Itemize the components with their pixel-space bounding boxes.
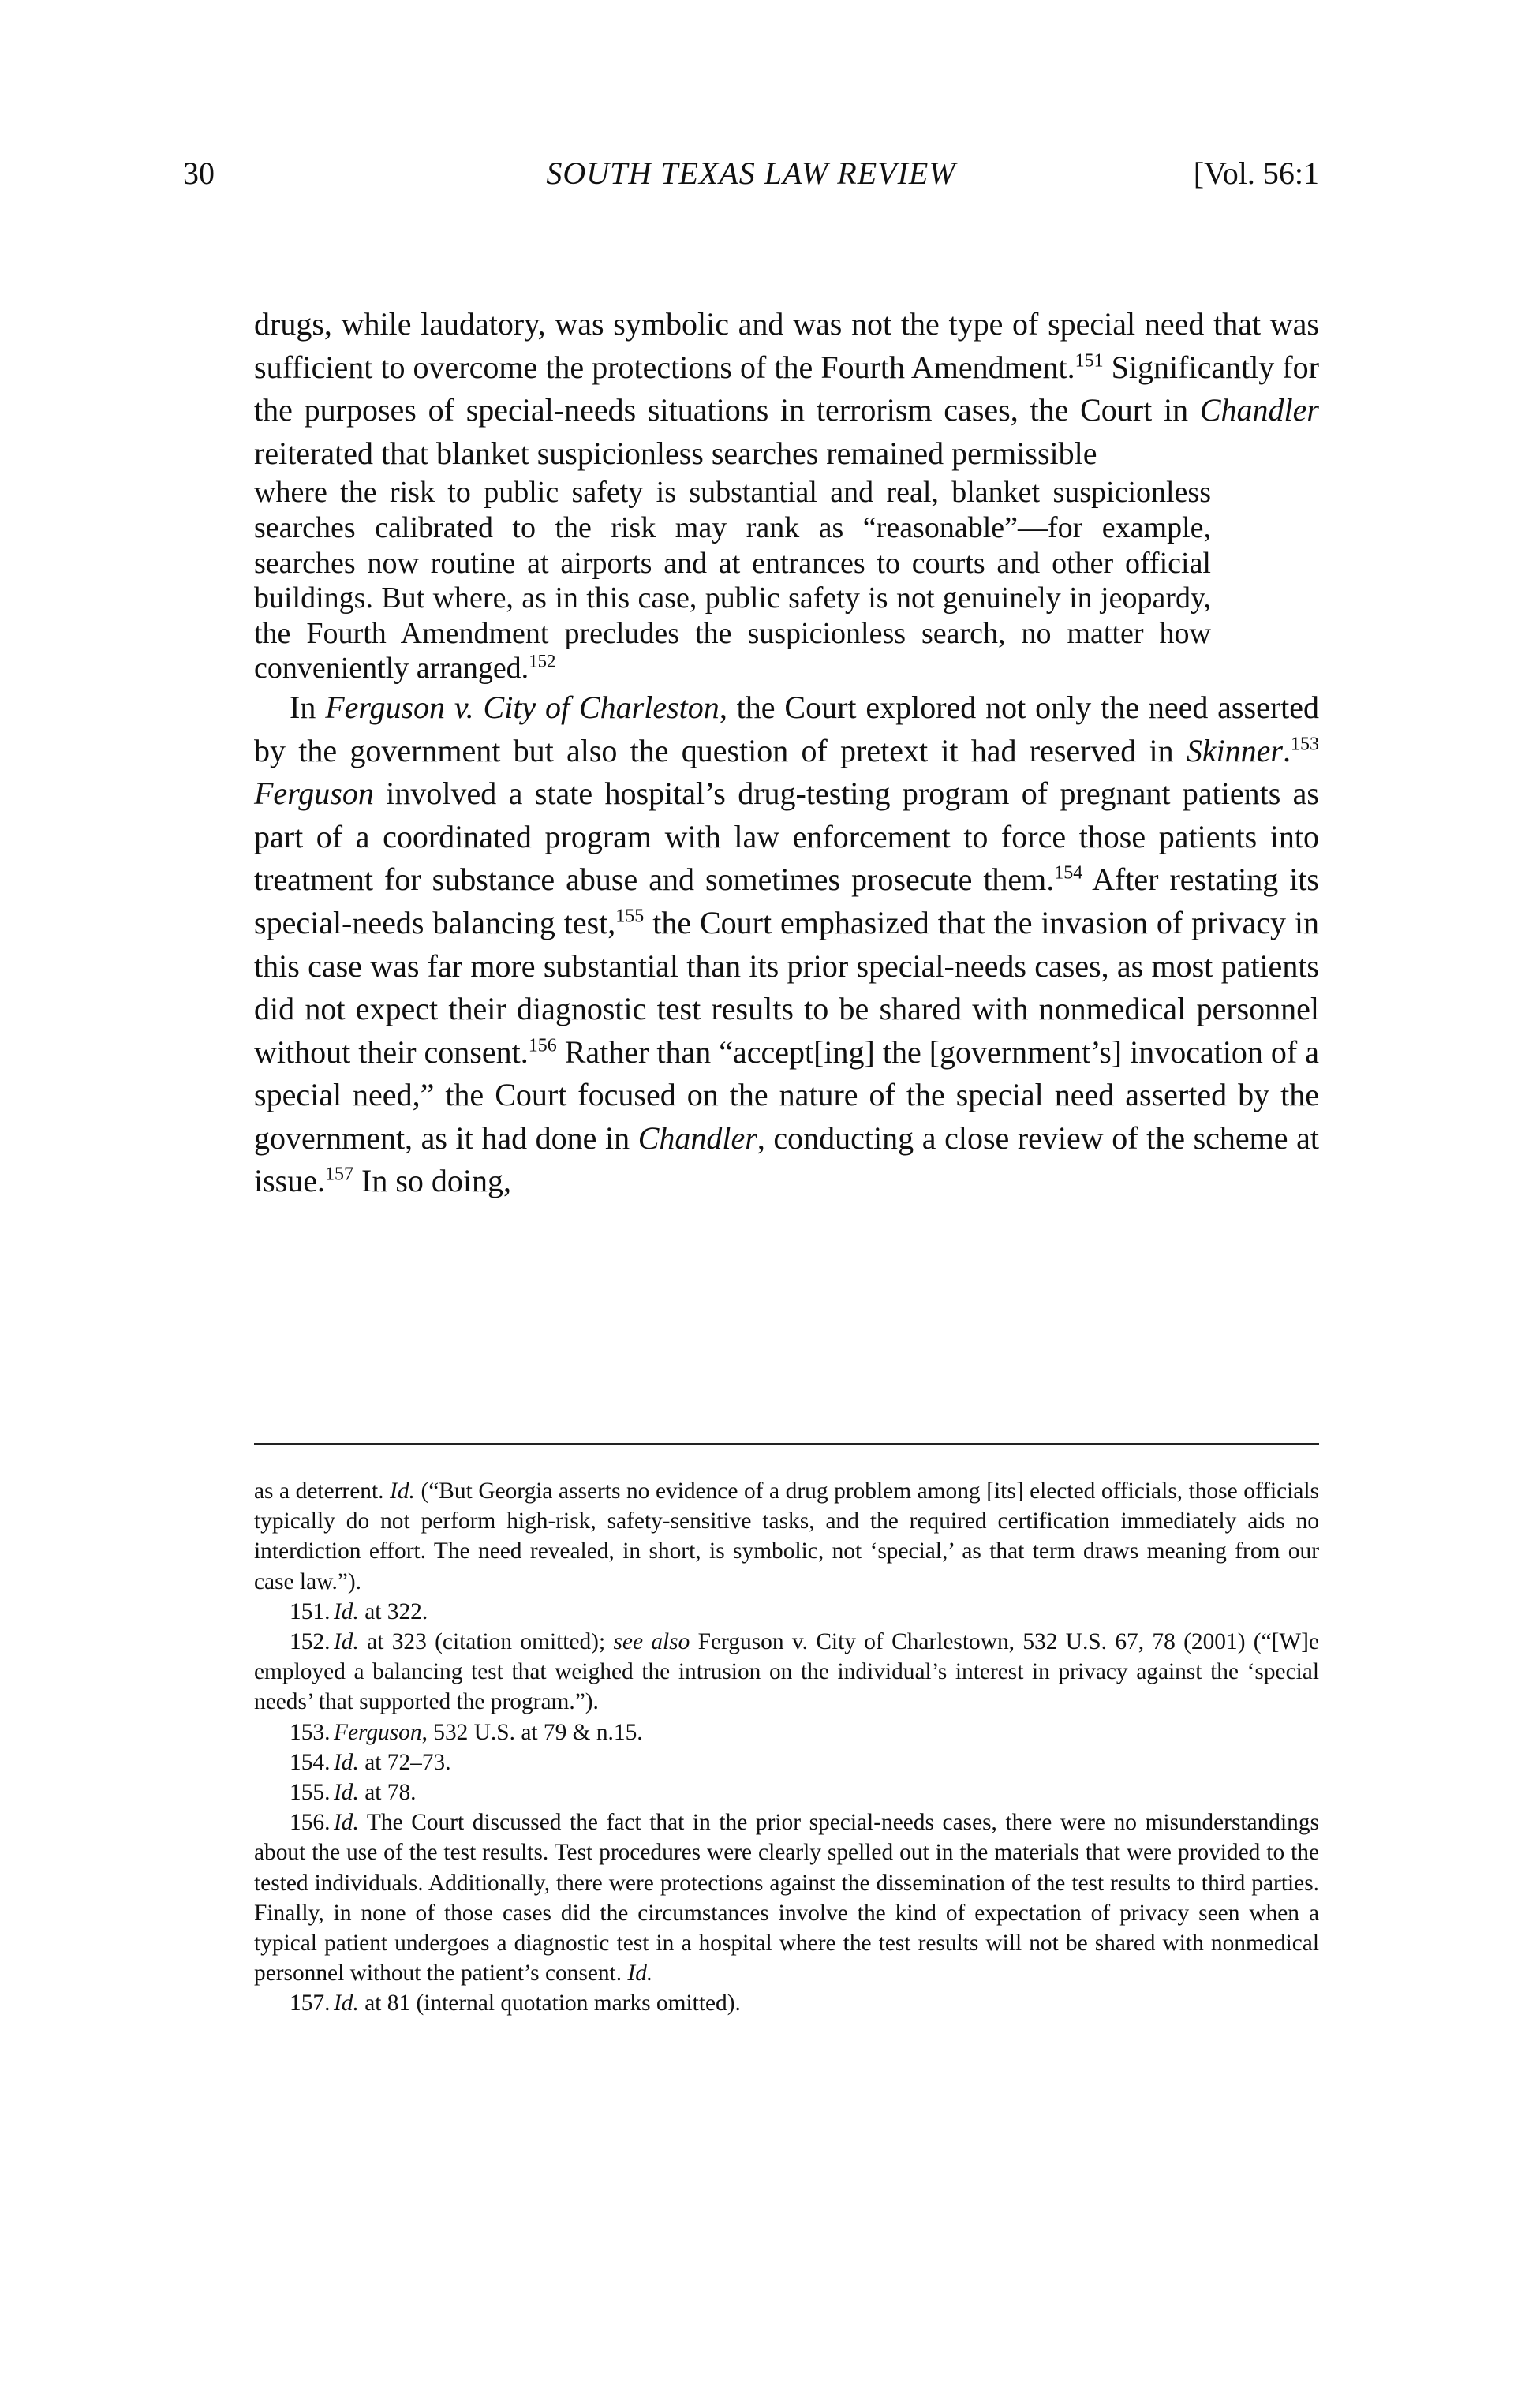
running-header [183, 155, 1319, 202]
footnote-number: 151. [290, 1598, 331, 1624]
text-run: at 323 (citation omitted); [358, 1629, 614, 1655]
id-signal: Id. [390, 1478, 415, 1504]
text-run: at 81 (internal quotation marks omitted). [358, 1990, 741, 2017]
footnote-ref-154[interactable]: 154 [1054, 862, 1083, 884]
text-run: In so doing, [353, 1163, 511, 1199]
page-number: 30 [183, 155, 215, 191]
text-run: , the Court explored not only the need asserted by the government but also the question of pretext it had reserved in [254, 689, 1320, 768]
footnote-153 [254, 1718, 1319, 1747]
footnote-156 [254, 1807, 1319, 1988]
case-name: Ferguson v. City of Charleston [325, 689, 720, 725]
footnotes [254, 1476, 1319, 2019]
main-text [254, 303, 1319, 1203]
journal-title: SOUTH TEXAS LAW REVIEW [546, 155, 956, 191]
footnote-157 [254, 1988, 1319, 2018]
text-run: , conducting a close review of the scheme at issue. [254, 1119, 1319, 1199]
footnote-ref-156[interactable]: 156 [528, 1035, 557, 1056]
quote-text: where the risk to public safety is substantial and real, blanket suspicionless searches calibrated to the risk may rank as “reasonable”—for example, searches now routine at airports and at entrances to courts and other official buildings. But where, as in this case, public safety is not genuinely in jeopardy, the Fourth Amendment precludes the suspicionless search, no matter how conveniently arranged. [254, 476, 1211, 686]
volume-label: [Vol. 56:1 [1193, 155, 1319, 191]
footnote-ref-152[interactable]: 152 [529, 651, 556, 671]
text-run: , 532 U.S. at 79 & n.15. [421, 1719, 643, 1745]
footnote-ref-155[interactable]: 155 [615, 906, 645, 927]
footnote-152 [254, 1627, 1319, 1718]
footnote-number: 156. [290, 1810, 331, 1836]
text-run: In [290, 689, 326, 725]
footnote-ref-151[interactable]: 151 [1075, 350, 1104, 372]
footnote-continuation [254, 1476, 1319, 1597]
text-run: at 78. [358, 1780, 417, 1806]
id-signal: Id. [334, 1749, 359, 1775]
block-quote [254, 475, 1211, 686]
footnote-number: 152. [290, 1629, 331, 1655]
text-run: as a deterrent. [254, 1478, 391, 1504]
text-run: the Court emphasized that the invasion of privacy in this case was far more substantial than its prior special-needs cases, as most patients did not expect their diagnostic test results to be shared with nonmedical personnel without their consent. [254, 904, 1319, 1070]
case-name: Ferguson [254, 776, 374, 812]
text-run: Rather than “accept[ing] the [government’s] invocation of a special need,” the Court focused on the nature of the special need asserted by the government, as it had done in [254, 1034, 1320, 1156]
footnote-number: 157. [290, 1990, 331, 2017]
footnote-divider [254, 1443, 1319, 1445]
text-run: The Court discussed the fact that in the prior special-needs cases, there were no misunderstandings about the use of the test results. Test procedures were clearly spelled out in the materials that were provided to the tested individuals. Additionally, there were protections against the dissemination of the test results to third parties. Finally, in none of those cases did the circumstances involve the kind of expectation of privacy seen when a typical patient undergoes a diagnostic test in a hospital where the test results will not be shared with nonmedical personnel without the patient’s consent. [254, 1810, 1319, 1987]
case-name: Skinner [1186, 732, 1283, 768]
text-run: at 322. [358, 1598, 428, 1624]
text-run: . [1283, 732, 1291, 768]
id-signal: Id. [627, 1960, 653, 1987]
text-run: Ferguson v. City of Charlestown, 532 U.S. 67, 78 (2001) (“[W]e employed a balancing test that weighed the intrusion on the individual’s interest in privacy against the ‘special needs’ that supported the program.”). [254, 1629, 1319, 1715]
signal-see-also: see also [613, 1629, 690, 1655]
text-run: involved a state hospital’s drug-testing program of pregnant patients as part of a coordinated program with law enforcement to force those patients into treatment for substance abuse and sometimes prosecute them. [254, 776, 1319, 898]
text-run: Significantly for the purposes of special-needs situations in terrorism cases, the Court in [254, 349, 1320, 428]
text-run: (“But Georgia asserts no evidence of a drug problem among [its] elected officials, those officials typically do not perform high-risk, safety-sensitive tasks, and the required certification immediately aids no interdiction effort. The need revealed, in short, is symbolic, not ‘special,’ as that term draws meaning from our case law.”). [254, 1478, 1319, 1594]
footnote-number: 155. [290, 1780, 331, 1806]
id-signal: Id. [334, 1598, 359, 1624]
text-run: at 72–73. [358, 1749, 451, 1775]
id-signal: Id. [334, 1810, 359, 1836]
id-signal: Id. [334, 1990, 359, 2017]
footnote-151 [254, 1597, 1319, 1627]
text-run: drugs, while laudatory, was symbolic and was not the type of special need that was sufficient to overcome the protections of the Fourth Amendment. [254, 306, 1319, 385]
footnote-ref-157[interactable]: 157 [325, 1164, 353, 1186]
paragraph-1 [254, 303, 1319, 475]
footnote-number: 154. [290, 1749, 331, 1775]
id-signal: Id. [334, 1629, 359, 1655]
id-signal: Id. [334, 1780, 359, 1806]
case-name: Chandler [1199, 392, 1319, 428]
text-run: After restating its special-needs balancing test, [254, 862, 1319, 940]
text-run: reiterated that blanket suspicionless searches remained permissible [254, 435, 1097, 471]
footnote-154 [254, 1747, 1319, 1777]
case-name: Ferguson [334, 1719, 422, 1745]
footnote-155 [254, 1777, 1319, 1807]
footnote-ref-153[interactable]: 153 [1291, 734, 1319, 755]
footnote-number: 153. [290, 1719, 331, 1745]
paragraph-2 [254, 686, 1319, 1203]
case-name: Chandler [637, 1119, 757, 1156]
